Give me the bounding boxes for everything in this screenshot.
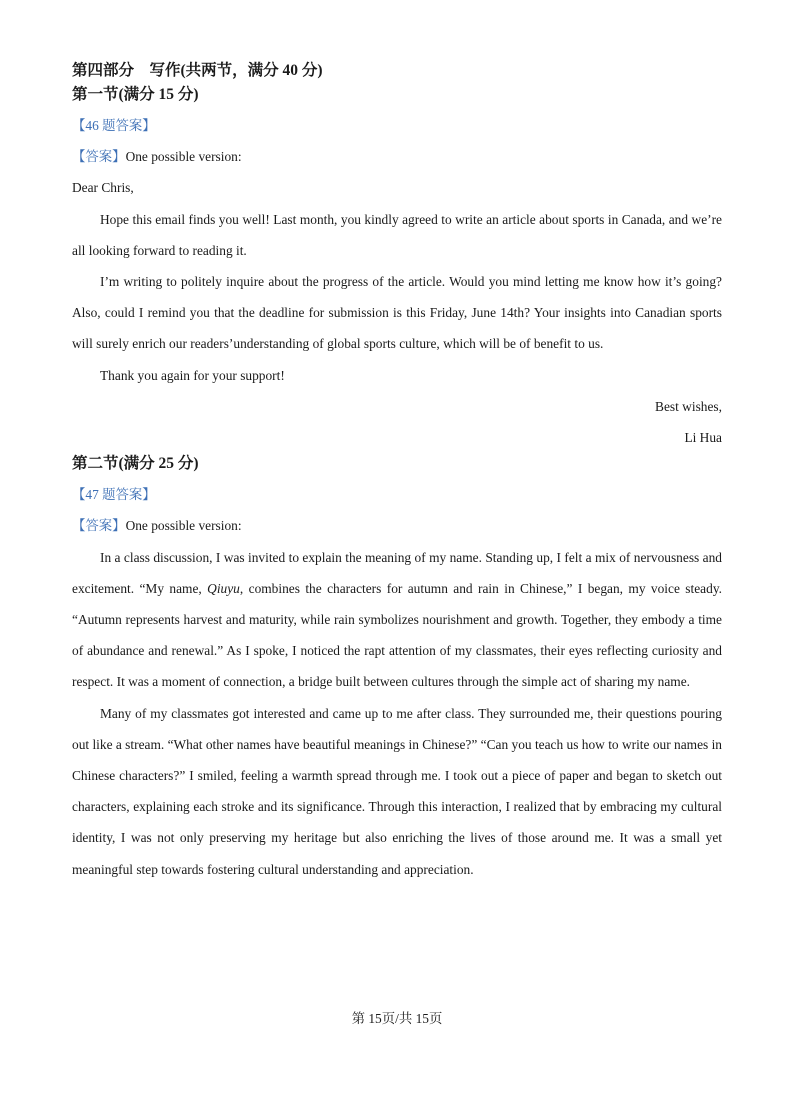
letter-greeting: Dear Chris, (72, 180, 134, 196)
letter-paragraph-3: Thank you again for your support! (100, 367, 285, 383)
answer-tag: 【答案】 (72, 518, 126, 534)
section2-question-tag: 【47 题答案】 (72, 487, 156, 503)
page-footer: 第 15页/共 15页 (351, 1011, 443, 1026)
letter-signature: Li Hua (684, 430, 722, 446)
story-paragraph-2: Many of my classmates got interested and came up to me after class. They surrounded me, their questions pouring out like a stream. “What other names have beautiful meanings in Chinese?” “Can you teach us how to write our names in Chinese characters?” I smiled, feeling a warmth spread through me. I took out a piece of paper and began to sketch out characters, explaining each stroke and its significance. Through this interaction, I realized that by embracing my cultural identity, I was not only preserving my heritage but also enriching the lives of those around me. It was a small yet meaningful step towards fostering cultural understanding and appreciation. (72, 705, 722, 877)
page-content (72, 60, 722, 885)
section1-question-tag: 【46 题答案】 (72, 118, 156, 133)
section2-answer-line (72, 510, 722, 541)
story-p1-after: , combines the characters for autumn and rain in Chinese,” I began, my voice steady. “Autumn represents harvest and maturity, while rain symbolizes nourishment and growth. Together, they embody a time of abundance and renewal.” As I spoke, I noticed the rapt attention of my classmates, their eyes reflecting curiosity and respect. It was a moment of connection, a bridge built between cultures through the simple act of sharing my name. (72, 580, 722, 690)
section1-answer-line (72, 141, 722, 172)
section1-heading: 第一节(满分 15 分) (72, 86, 199, 103)
story-p1-name: Qiuyu (207, 580, 240, 596)
answer-intro: One possible version: (125, 518, 242, 534)
letter-paragraph-2: I’m writing to politely inquire about the progress of the article. Would you mind letting me know how it’s going? Also, could I remind you that the deadline for submission is this Friday, June 14th? Your insights into Canadian sports will surely enrich our readers’understanding of global sports culture, which will be of benefit to us. (72, 274, 722, 352)
story-p1-before: In a class discussion, I was invited to explain the meaning of my name. Standing up, I felt a mix of nervousness and excitement. “My name, (72, 549, 722, 596)
story-paragraph-1 (72, 542, 722, 698)
section2-heading: 第二节(满分 25 分) (72, 455, 199, 473)
part-heading: 第四部分 写作(共两节，满分 40 分) (72, 62, 323, 79)
answer-intro: One possible version: (125, 149, 242, 165)
answer-tag: 【答案】 (72, 149, 126, 165)
letter-paragraph-1: Hope this email finds you well! Last month, you kindly agreed to write an article about sports in Canada, and we’re all looking forward to reading it. (72, 211, 722, 258)
letter-closing: Best wishes, (655, 398, 722, 414)
